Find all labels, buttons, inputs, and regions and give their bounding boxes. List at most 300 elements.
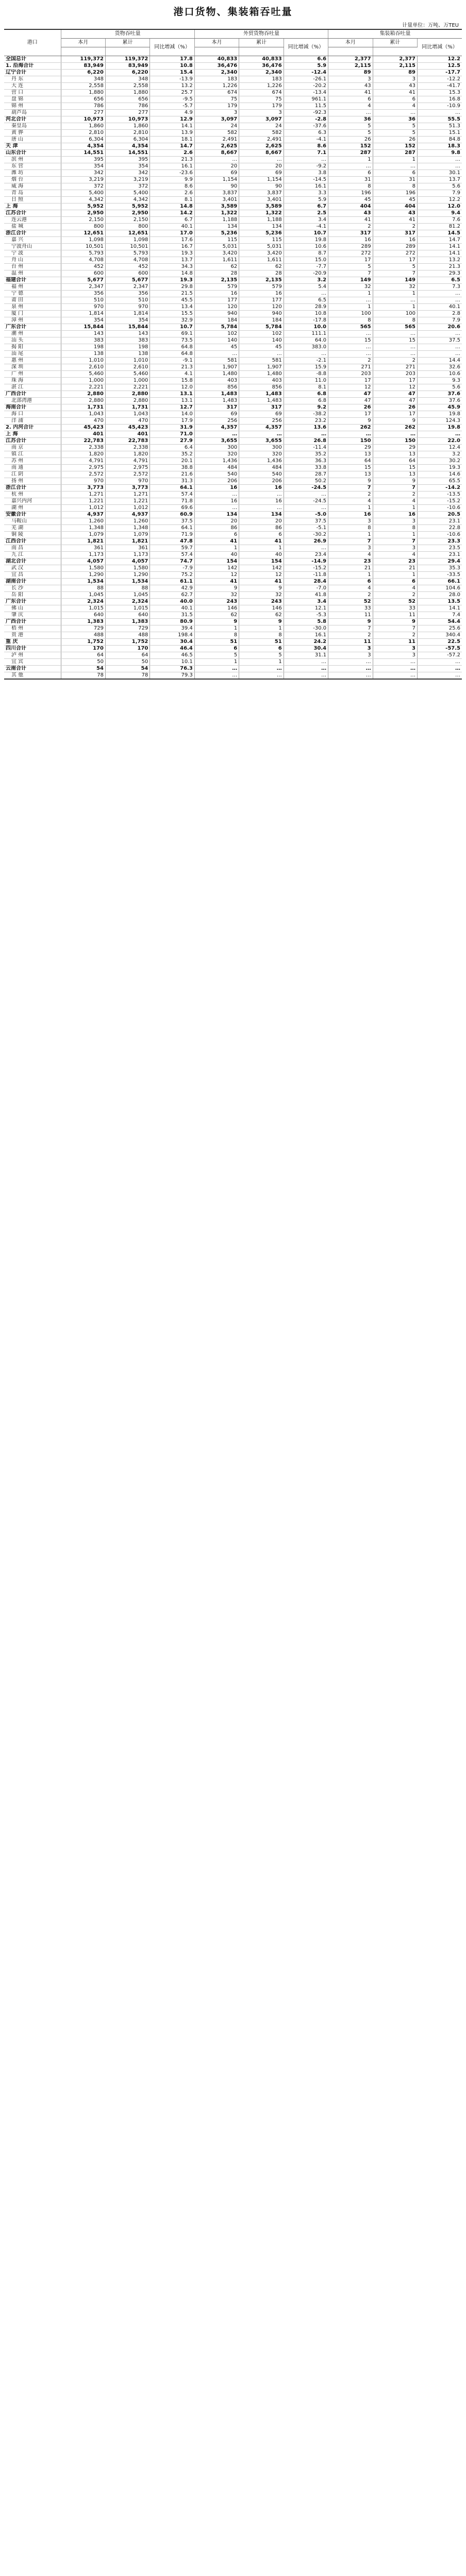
value-cell: -20.2 — [284, 83, 328, 90]
value-cell: 66.1 — [418, 579, 462, 585]
port-name-cell: 盘 锦 — [4, 96, 61, 103]
table-row — [4, 358, 462, 364]
value-cell: 31.3 — [150, 478, 194, 485]
value-cell: 1 — [373, 157, 417, 163]
value-cell: 78 — [105, 672, 149, 680]
value-cell: -13.9 — [150, 76, 194, 83]
value-cell: -24.5 — [284, 498, 328, 505]
value-cell: 4 — [328, 552, 373, 558]
value-cell: … — [284, 545, 328, 552]
value-cell: -11.8 — [284, 572, 328, 579]
table-row — [4, 83, 462, 90]
value-cell: 2,221 — [105, 384, 149, 391]
value-cell: 1,483 — [239, 391, 284, 398]
port-name-cell: 汕 头 — [4, 337, 61, 344]
value-cell: 62 — [194, 612, 239, 619]
value-cell: 2 — [328, 632, 373, 639]
value-cell: 43 — [328, 83, 373, 90]
value-cell: 206 — [194, 478, 239, 485]
value-cell: 317 — [373, 230, 417, 237]
port-name-cell: 葫芦岛 — [4, 110, 61, 116]
value-cell: 5,952 — [105, 204, 149, 210]
value-cell: 262 — [328, 425, 373, 431]
value-cell: 32 — [239, 592, 284, 599]
value-cell: 22,783 — [105, 438, 149, 445]
value-cell: 64 — [61, 652, 105, 659]
table-row — [4, 324, 462, 331]
value-cell: 7 — [373, 485, 417, 492]
value-cell: 16 — [328, 512, 373, 518]
value-cell: 9.3 — [418, 378, 462, 384]
port-name-cell: 广西合计 — [4, 619, 61, 625]
value-cell: 21 — [328, 565, 373, 572]
value-cell: 61.1 — [150, 579, 194, 585]
value-cell: 3,401 — [194, 197, 239, 204]
value-cell: 1 — [373, 291, 417, 297]
value-cell: 488 — [61, 632, 105, 639]
port-name-cell: 大 连 — [4, 83, 61, 90]
value-cell: 14.1 — [418, 244, 462, 250]
value-cell: … — [194, 431, 239, 438]
value-cell: 33 — [373, 605, 417, 612]
table-row — [4, 291, 462, 297]
value-cell: 1,045 — [105, 592, 149, 599]
value-cell: 277 — [61, 110, 105, 116]
value-cell: 198.4 — [150, 632, 194, 639]
port-name-cell: 黄 骅 — [4, 130, 61, 137]
value-cell: 47 — [328, 391, 373, 398]
value-cell: 3 — [239, 110, 284, 116]
value-cell: 1 — [328, 505, 373, 512]
table-row — [4, 143, 462, 150]
value-cell: 16 — [239, 485, 284, 492]
table-row — [4, 76, 462, 83]
value-cell: -38.2 — [284, 411, 328, 418]
value-cell: -15.2 — [418, 498, 462, 505]
value-cell: 10,501 — [105, 244, 149, 250]
value-cell: … — [373, 297, 417, 304]
value-cell: 89 — [328, 70, 373, 76]
value-cell: -7.0 — [284, 585, 328, 592]
value-cell: 83,949 — [61, 63, 105, 70]
value-cell: 1,731 — [61, 404, 105, 411]
table-row — [4, 552, 462, 558]
value-cell: 196 — [373, 190, 417, 197]
value-cell: 17 — [328, 257, 373, 264]
value-cell: 20.5 — [418, 512, 462, 518]
value-cell: 582 — [194, 130, 239, 137]
value-cell: 9.4 — [418, 210, 462, 217]
value-cell: 41 — [373, 90, 417, 96]
port-name-cell: 杭 州 — [4, 492, 61, 498]
value-cell: 674 — [194, 90, 239, 96]
value-cell: 2,950 — [61, 210, 105, 217]
value-cell: 287 — [328, 150, 373, 157]
value-cell: 4,937 — [105, 512, 149, 518]
value-cell: 6 — [328, 579, 373, 585]
port-name-cell: 唐 山 — [4, 137, 61, 143]
value-cell: 2 — [373, 632, 417, 639]
value-cell: 15 — [373, 465, 417, 471]
value-cell: 19.8 — [284, 237, 328, 244]
value-cell: 1,260 — [105, 518, 149, 525]
value-cell: 35.3 — [418, 565, 462, 572]
value-cell: 17 — [373, 257, 417, 264]
value-cell: 372 — [105, 183, 149, 190]
value-cell: 9 — [328, 418, 373, 425]
value-cell: 372 — [61, 183, 105, 190]
value-cell: 1 — [373, 572, 417, 579]
value-cell: 40,833 — [194, 56, 239, 63]
value-cell: -37.6 — [284, 123, 328, 130]
value-cell: -15.2 — [284, 565, 328, 572]
value-cell: 4,342 — [61, 197, 105, 204]
port-name-cell: 铜 陵 — [4, 532, 61, 538]
value-cell: 5 — [373, 130, 417, 137]
port-name-cell: 嘉兴内河 — [4, 498, 61, 505]
header-container: 集装箱吞吐量 — [328, 29, 462, 39]
value-cell: -5.3 — [284, 612, 328, 619]
value-cell: 10.6 — [418, 371, 462, 378]
value-cell: 1,271 — [61, 492, 105, 498]
value-cell: 26 — [328, 137, 373, 143]
value-cell: -26.1 — [284, 76, 328, 83]
value-cell: 15,844 — [105, 324, 149, 331]
value-cell: -30.2 — [284, 532, 328, 538]
value-cell: 5 — [373, 264, 417, 270]
value-cell: 9.2 — [284, 404, 328, 411]
port-name-cell: 湖北合计 — [4, 558, 61, 565]
value-cell: 36,476 — [194, 63, 239, 70]
value-cell: -10.6 — [418, 505, 462, 512]
value-cell: … — [418, 291, 462, 297]
value-cell: 17.0 — [150, 230, 194, 237]
value-cell: 40.0 — [150, 599, 194, 605]
value-cell: 856 — [194, 384, 239, 391]
port-name-cell: 秦皇岛 — [4, 123, 61, 130]
value-cell: 69 — [194, 411, 239, 418]
header-port: 港口 — [4, 29, 61, 56]
value-cell: 22.0 — [418, 438, 462, 445]
value-cell: 47 — [328, 398, 373, 404]
value-cell: 1,000 — [61, 378, 105, 384]
value-cell: 1,731 — [105, 404, 149, 411]
value-cell: 1,226 — [239, 83, 284, 90]
value-cell: -7.7 — [284, 264, 328, 270]
value-cell: 13.4 — [150, 304, 194, 311]
value-cell: 13 — [373, 451, 417, 458]
value-cell: 5,400 — [105, 190, 149, 197]
value-cell: 8.7 — [284, 250, 328, 257]
header-spacer — [105, 47, 149, 56]
value-cell: 6 — [239, 532, 284, 538]
value-cell: -57.2 — [418, 652, 462, 659]
value-cell: -41.7 — [418, 83, 462, 90]
value-cell: 565 — [373, 324, 417, 331]
port-name-cell: 东 营 — [4, 163, 61, 170]
value-cell: 2,135 — [239, 277, 284, 284]
value-cell: 970 — [105, 304, 149, 311]
value-cell: 582 — [239, 130, 284, 137]
value-cell: 401 — [61, 431, 105, 438]
value-cell: 256 — [239, 418, 284, 425]
value-cell: 198 — [105, 344, 149, 351]
value-cell: 1,820 — [105, 451, 149, 458]
port-name-cell: 江 阴 — [4, 471, 61, 478]
value-cell: 1,221 — [61, 498, 105, 505]
value-cell: 41 — [328, 90, 373, 96]
port-name-cell: 南 京 — [4, 445, 61, 451]
value-cell: 40,833 — [239, 56, 284, 63]
value-cell: 31.5 — [150, 612, 194, 619]
value-cell: 16 — [239, 291, 284, 297]
value-cell: 354 — [61, 163, 105, 170]
value-cell: 40 — [239, 552, 284, 558]
value-cell: 317 — [239, 404, 284, 411]
value-cell: -2.1 — [284, 358, 328, 364]
value-cell: 3 — [373, 646, 417, 652]
value-cell: 12.1 — [284, 605, 328, 612]
table-row — [4, 210, 462, 217]
value-cell: 12.9 — [150, 116, 194, 123]
value-cell: 1,860 — [105, 123, 149, 130]
value-cell: 2,625 — [194, 143, 239, 150]
table-row — [4, 170, 462, 177]
value-cell: 36.3 — [284, 458, 328, 465]
value-cell: 36 — [373, 116, 417, 123]
value-cell: 51 — [239, 639, 284, 646]
value-cell: 2,975 — [105, 465, 149, 471]
value-cell: 54 — [105, 666, 149, 672]
value-cell: 2,115 — [328, 63, 373, 70]
value-cell: 401 — [105, 431, 149, 438]
value-cell: 18.1 — [150, 137, 194, 143]
value-cell: 6.5 — [418, 277, 462, 284]
value-cell: 78 — [61, 672, 105, 680]
value-cell: 1,611 — [239, 257, 284, 264]
value-cell: 4,708 — [61, 257, 105, 264]
value-cell: 3,420 — [194, 250, 239, 257]
table-row — [4, 183, 462, 190]
value-cell: 45.9 — [418, 404, 462, 411]
value-cell: 146 — [194, 605, 239, 612]
value-cell: 6.5 — [284, 297, 328, 304]
value-cell: 21.3 — [418, 264, 462, 270]
value-cell: -24.5 — [284, 485, 328, 492]
value-cell: 143 — [61, 331, 105, 337]
value-cell: 28.9 — [284, 304, 328, 311]
value-cell: 69 — [239, 411, 284, 418]
port-name-cell: 其 他 — [4, 672, 61, 680]
value-cell: … — [373, 666, 417, 672]
value-cell: … — [328, 344, 373, 351]
value-cell: 1 — [373, 532, 417, 538]
header-cumulative: 累计 — [239, 39, 284, 47]
table-row — [4, 244, 462, 250]
value-cell: 5,460 — [61, 371, 105, 378]
port-name-cell: 广 州 — [4, 371, 61, 378]
value-cell: 581 — [239, 358, 284, 364]
port-name-cell: 连云港 — [4, 217, 61, 224]
value-cell: … — [418, 351, 462, 358]
port-name-cell: 福 州 — [4, 284, 61, 291]
table-row — [4, 123, 462, 130]
value-cell: 2,558 — [105, 83, 149, 90]
value-cell: 149 — [328, 277, 373, 284]
throughput-table — [4, 29, 462, 680]
value-cell: 1,860 — [61, 123, 105, 130]
value-cell: 7 — [328, 538, 373, 545]
value-cell: 2.8 — [418, 311, 462, 317]
value-cell: 5.9 — [284, 63, 328, 70]
value-cell: 11 — [373, 612, 417, 619]
value-cell: 134 — [239, 224, 284, 230]
value-cell: 86 — [194, 525, 239, 532]
value-cell: 5,031 — [239, 244, 284, 250]
value-cell: 1,880 — [105, 90, 149, 96]
value-cell: 970 — [61, 478, 105, 485]
value-cell: 29.4 — [418, 558, 462, 565]
value-cell: 2 — [328, 492, 373, 498]
value-cell: 7.6 — [418, 217, 462, 224]
value-cell: 2.6 — [150, 190, 194, 197]
value-cell: 1 — [373, 505, 417, 512]
port-name-cell: 广西合计 — [4, 391, 61, 398]
value-cell: 452 — [61, 264, 105, 270]
value-cell: 39.4 — [150, 625, 194, 632]
value-cell: 4,937 — [61, 512, 105, 518]
table-row — [4, 90, 462, 96]
value-cell: 138 — [105, 351, 149, 358]
value-cell: … — [239, 157, 284, 163]
port-name-cell: 1. 沿海合计 — [4, 63, 61, 70]
port-name-cell: 安徽合计 — [4, 512, 61, 518]
port-name-cell: 台 州 — [4, 264, 61, 270]
value-cell: 73.5 — [150, 337, 194, 344]
value-cell: -5.0 — [284, 512, 328, 518]
value-cell: 32 — [328, 284, 373, 291]
value-cell: 17.8 — [150, 56, 194, 63]
value-cell: 32.6 — [418, 364, 462, 371]
value-cell: 41 — [239, 579, 284, 585]
value-cell: 43 — [328, 210, 373, 217]
value-cell: -14.2 — [418, 485, 462, 492]
value-cell: … — [284, 291, 328, 297]
value-cell: 37.5 — [418, 337, 462, 344]
value-cell: 35.2 — [284, 451, 328, 458]
value-cell: 6,304 — [61, 137, 105, 143]
value-cell: 119,372 — [105, 56, 149, 63]
value-cell: 1,907 — [194, 364, 239, 371]
value-cell: 88 — [105, 585, 149, 592]
value-cell: 22,783 — [61, 438, 105, 445]
header-current: 本月 — [61, 39, 105, 47]
value-cell: 26.9 — [284, 538, 328, 545]
table-row — [4, 632, 462, 639]
table-row — [4, 465, 462, 471]
value-cell: 4 — [373, 103, 417, 110]
table-row — [4, 672, 462, 680]
value-cell: 3.3 — [284, 190, 328, 197]
value-cell: 256 — [194, 418, 239, 425]
value-cell: 1,221 — [105, 498, 149, 505]
value-cell: 600 — [61, 270, 105, 277]
table-row — [4, 351, 462, 358]
value-cell: 31 — [373, 177, 417, 183]
value-cell: 510 — [61, 297, 105, 304]
value-cell: 8.6 — [284, 143, 328, 150]
value-cell: 16 — [194, 291, 239, 297]
value-cell: 150 — [373, 438, 417, 445]
value-cell: 16.1 — [284, 183, 328, 190]
value-cell: 6.8 — [284, 398, 328, 404]
value-cell: 6.7 — [150, 217, 194, 224]
value-cell: -7.9 — [150, 565, 194, 572]
value-cell: 11.0 — [284, 378, 328, 384]
table-row — [4, 150, 462, 157]
port-name-cell: 梧 州 — [4, 625, 61, 632]
value-cell: 120 — [239, 304, 284, 311]
value-cell: 115 — [194, 237, 239, 244]
value-cell: -11.4 — [284, 445, 328, 451]
value-cell: -13.4 — [284, 90, 328, 96]
value-cell: 9 — [328, 619, 373, 625]
value-cell: … — [418, 659, 462, 666]
value-cell: 5.6 — [418, 183, 462, 190]
value-cell: 50.2 — [284, 478, 328, 485]
value-cell: 3,655 — [194, 438, 239, 445]
value-cell: 64 — [105, 652, 149, 659]
value-cell: -17.7 — [418, 70, 462, 76]
value-cell: 143 — [105, 331, 149, 337]
value-cell: 3,837 — [194, 190, 239, 197]
value-cell: 786 — [105, 103, 149, 110]
port-name-cell: 广东合计 — [4, 324, 61, 331]
value-cell: 4,791 — [105, 458, 149, 465]
value-cell: 17 — [328, 378, 373, 384]
value-cell: 1,010 — [105, 358, 149, 364]
value-cell: -12.4 — [284, 70, 328, 76]
value-cell: 2,377 — [328, 56, 373, 63]
value-cell: 383 — [61, 337, 105, 344]
value-cell: 32.9 — [150, 317, 194, 324]
table-row — [4, 565, 462, 572]
value-cell: 3,589 — [239, 204, 284, 210]
value-cell: 20 — [194, 518, 239, 525]
value-cell: 27.9 — [150, 438, 194, 445]
value-cell: 23.2 — [284, 418, 328, 425]
value-cell: 2,572 — [105, 471, 149, 478]
value-cell: 4 — [373, 498, 417, 505]
value-cell: … — [328, 672, 373, 680]
page-title: 港口货物、集装箱吞吐量 — [173, 6, 293, 18]
value-cell: 17.9 — [150, 418, 194, 425]
value-cell: 34.3 — [150, 264, 194, 270]
value-cell: 6 — [328, 170, 373, 177]
value-cell: 16 — [373, 237, 417, 244]
value-cell: 1 — [239, 659, 284, 666]
value-cell: … — [328, 666, 373, 672]
value-cell: 179 — [194, 103, 239, 110]
port-name-cell: 莆 田 — [4, 297, 61, 304]
value-cell: 2,347 — [61, 284, 105, 291]
value-cell: 12,651 — [61, 230, 105, 237]
value-cell: 2,880 — [105, 391, 149, 398]
table-row — [4, 545, 462, 552]
header-current: 本月 — [194, 39, 239, 47]
value-cell: 1,348 — [105, 525, 149, 532]
value-cell: 90 — [194, 183, 239, 190]
